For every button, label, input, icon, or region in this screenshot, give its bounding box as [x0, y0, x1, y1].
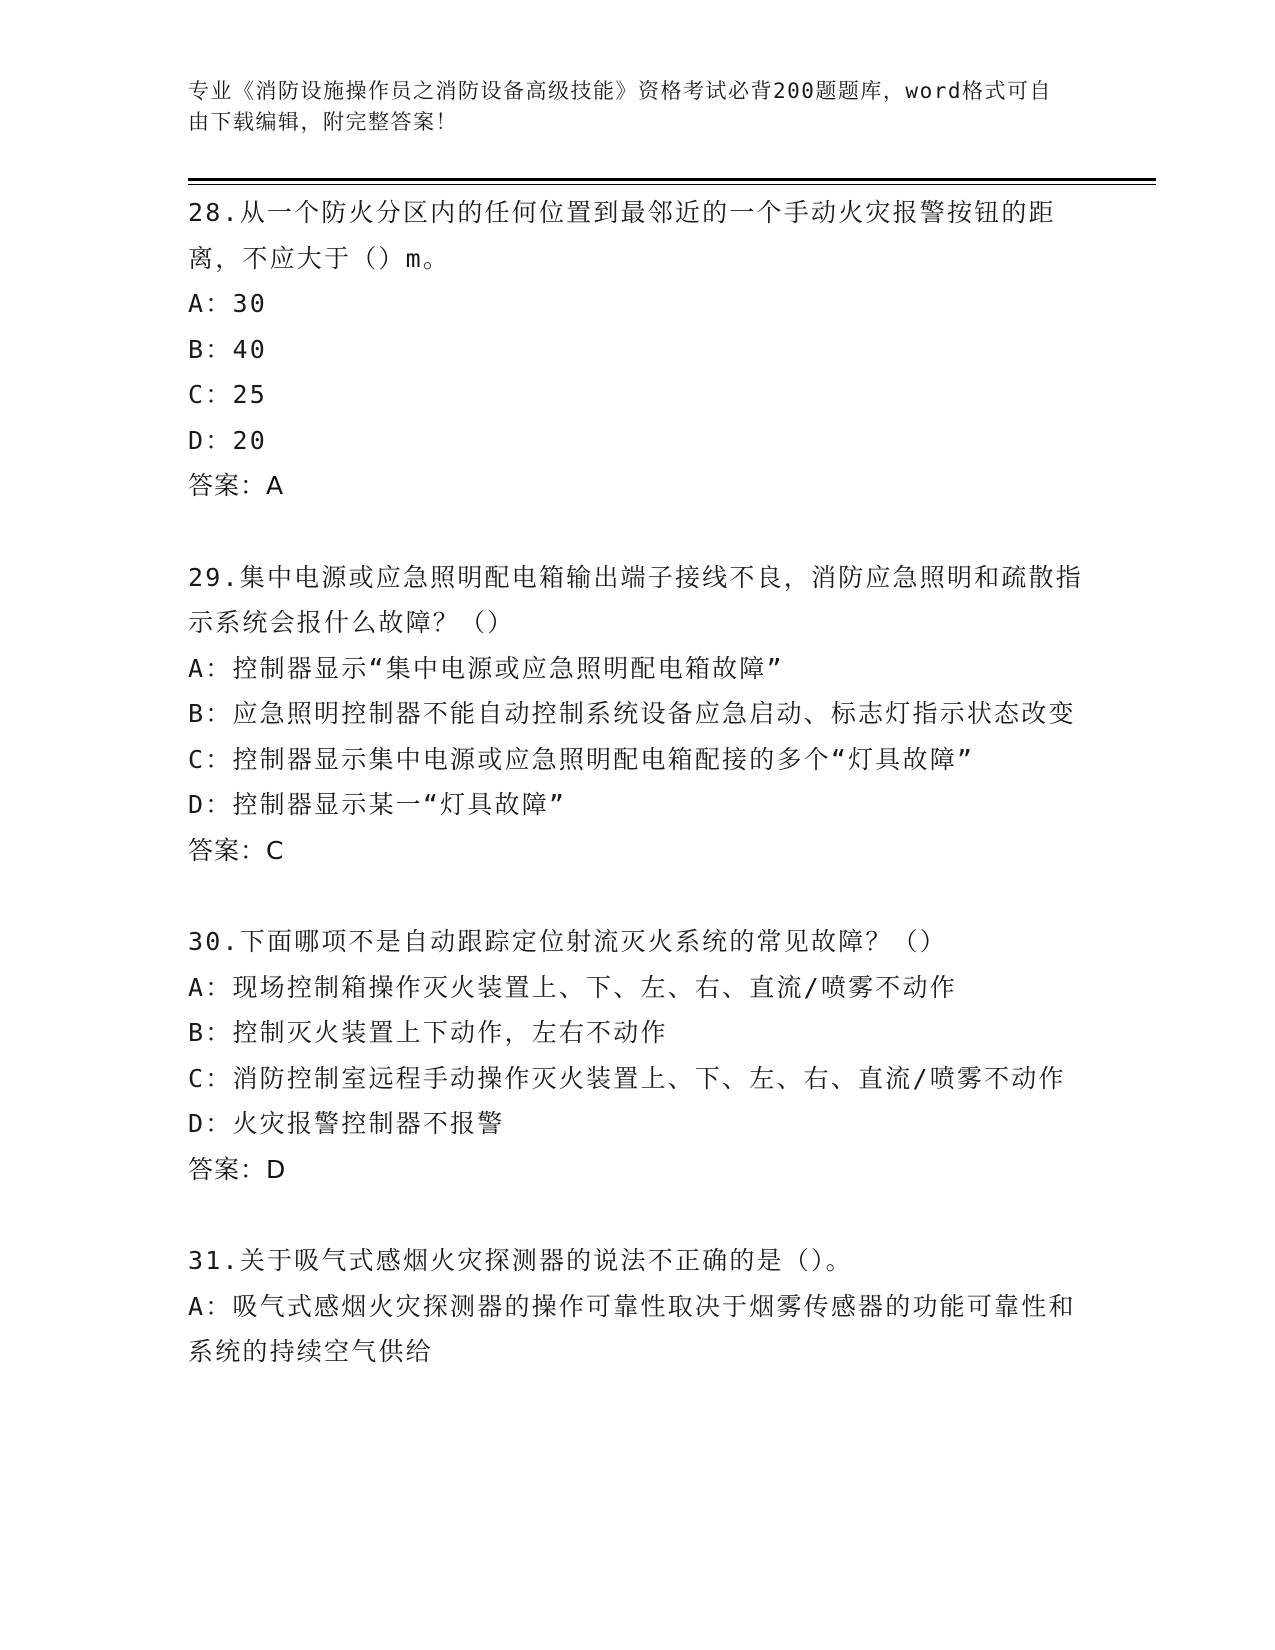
- document-header: 专业《消防设施操作员之消防设备高级技能》资格考试必背200题题库，word格式可自由下载编辑，附完整答案！: [188, 79, 1052, 134]
- option-c: C：控制器显示集中电源或应急照明配电箱配接的多个“灯具故障”: [188, 744, 975, 774]
- header-rule-thin: [188, 184, 1156, 185]
- question-30: [188, 919, 1088, 1192]
- question-list: [188, 190, 1088, 1421]
- option-d: D：控制器显示某一“灯具故障”: [188, 790, 567, 819]
- question-stem: 31.关于吸气式感烟火灾探测器的说法不正确的是（）。: [188, 1246, 853, 1275]
- option-d: D：20: [188, 425, 267, 455]
- question-stem: 28.从一个防火分区内的任何位置到最邻近的一个手动火灾报警按钮的距离，不应大于（）m。: [188, 198, 1056, 273]
- option-b: B：40: [188, 334, 267, 364]
- header-rule-thick: [188, 178, 1156, 181]
- option-c: C：消防控制室远程手动操作灭火装置上、下、左、右、直流/喷雾不动作: [188, 1063, 1066, 1093]
- answer: 答案：C: [188, 835, 285, 865]
- option-d: D：火灾报警控制器不报警: [188, 1109, 505, 1138]
- question-31: [188, 1238, 1088, 1375]
- option-b: B：应急照明控制器不能自动控制系统设备应急启动、标志灯指示状态改变: [188, 699, 1076, 728]
- question-stem: 30.下面哪项不是自动跟踪定位射流灭火系统的常见故障？（）: [188, 927, 947, 956]
- option-b: B：控制灭火装置上下动作，左右不动作: [188, 1018, 668, 1047]
- answer: 答案：A: [188, 471, 285, 500]
- question-28: [188, 190, 1088, 509]
- option-a: A：控制器显示“集中电源或应急照明配电箱故障”: [188, 653, 784, 683]
- question-29: [188, 555, 1088, 874]
- option-a: A：现场控制箱操作灭火装置上、下、左、右、直流/喷雾不动作: [188, 972, 957, 1002]
- option-a: A：30: [188, 289, 267, 318]
- option-c: C：25: [188, 380, 267, 409]
- answer: 答案：D: [188, 1154, 287, 1184]
- question-stem: 29.集中电源或应急照明配电箱输出端子接线不良，消防应急照明和疏散指示系统会报什么故障？（）: [188, 562, 1083, 637]
- option-a: A：吸气式感烟火灾探测器的操作可靠性取决于烟雾传感器的功能可靠性和系统的持续空气供给: [188, 1291, 1076, 1366]
